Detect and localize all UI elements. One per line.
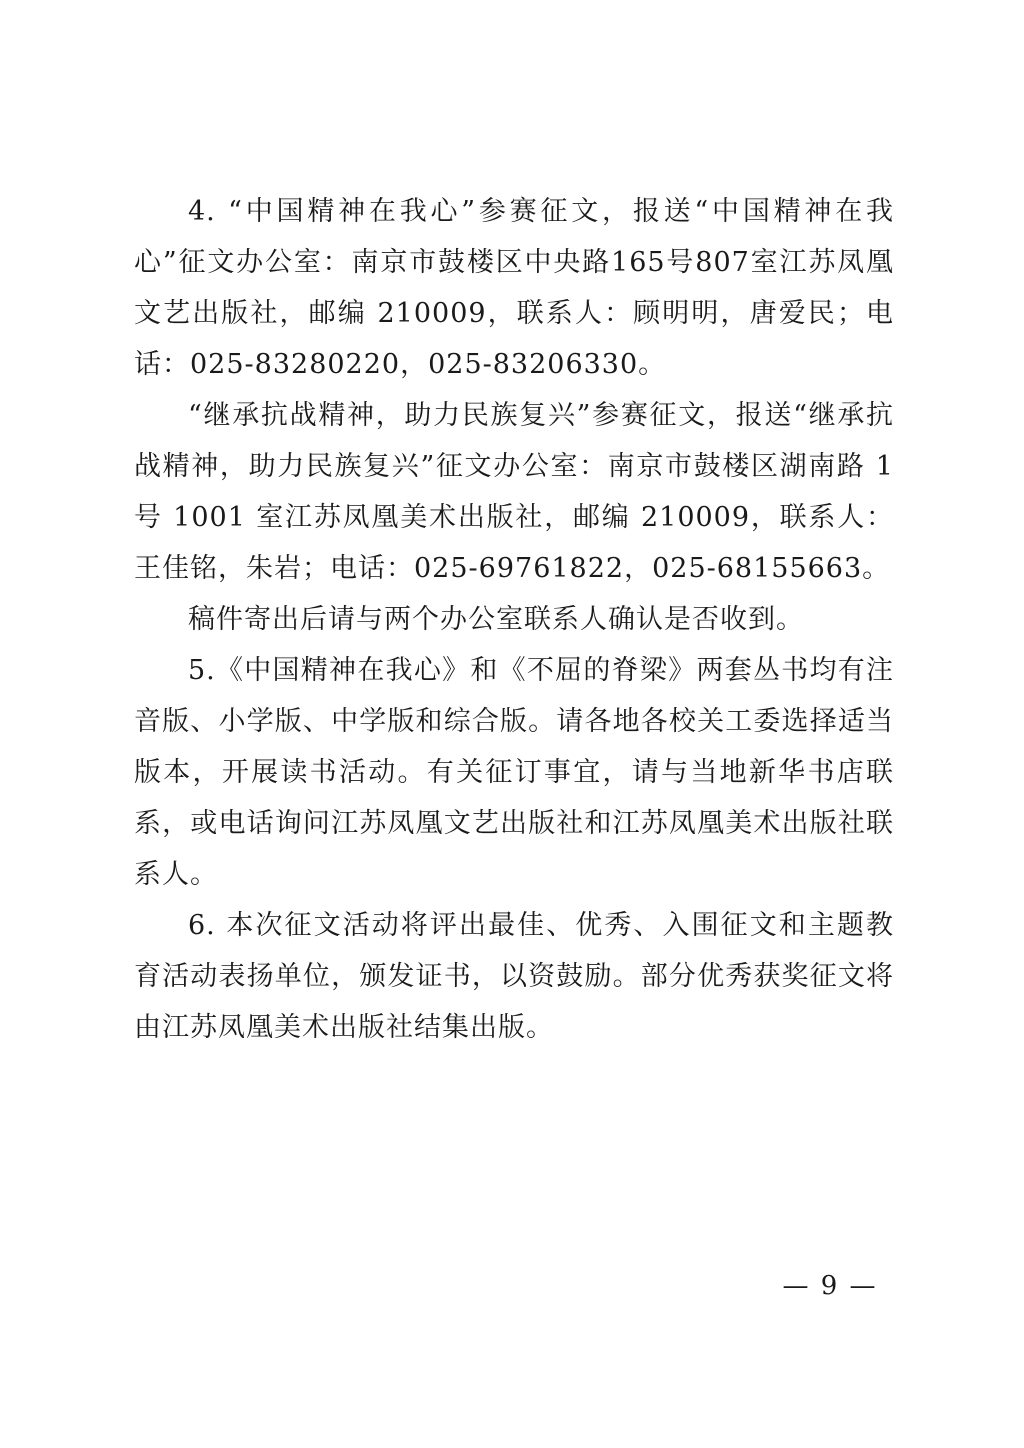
paragraph-awards: 6. 本次征文活动将评出最佳、优秀、入围征文和主题教育活动表扬单位，颁发证书，以资鼓励。部分优秀获奖征文将由江苏凤凰美术出版社结集出版。 xyxy=(134,910,894,1043)
paragraph-submission-office-1: 4. “中国精神在我心”参赛征文，报送“中国精神在我心”征文办公室：南京市鼓楼区中央路165号807室江苏凤凰文艺出版社，邮编 210009，联系人：顾明明，唐爱民；电话：025-83280220，025-83206330。 xyxy=(134,196,894,380)
body-text xyxy=(134,186,894,1053)
paragraph-book-series: 5.《中国精神在我心》和《不屈的脊梁》两套丛书均有注音版、小学版、中学版和综合版。请各地各校关工委选择适当版本，开展读书活动。有关征订事宜，请与当地新华书店联系，或电话询问江苏凤凰文艺出版社和江苏凤凰美术出版社联系人。 xyxy=(134,655,894,890)
paragraph-confirm-receipt: 稿件寄出后请与两个办公室联系人确认是否收到。 xyxy=(188,604,804,635)
page-number: — 9 — xyxy=(782,1271,878,1301)
paragraph-submission-office-2: “继承抗战精神，助力民族复兴”参赛征文，报送“继承抗战精神，助力民族复兴”征文办公室：南京市鼓楼区湖南路 1 号 1001 室江苏凤凰美术出版社，邮编 210009，联系人：王佳铭，朱岩；电话：025-69761822，025-68155663。 xyxy=(134,400,894,584)
